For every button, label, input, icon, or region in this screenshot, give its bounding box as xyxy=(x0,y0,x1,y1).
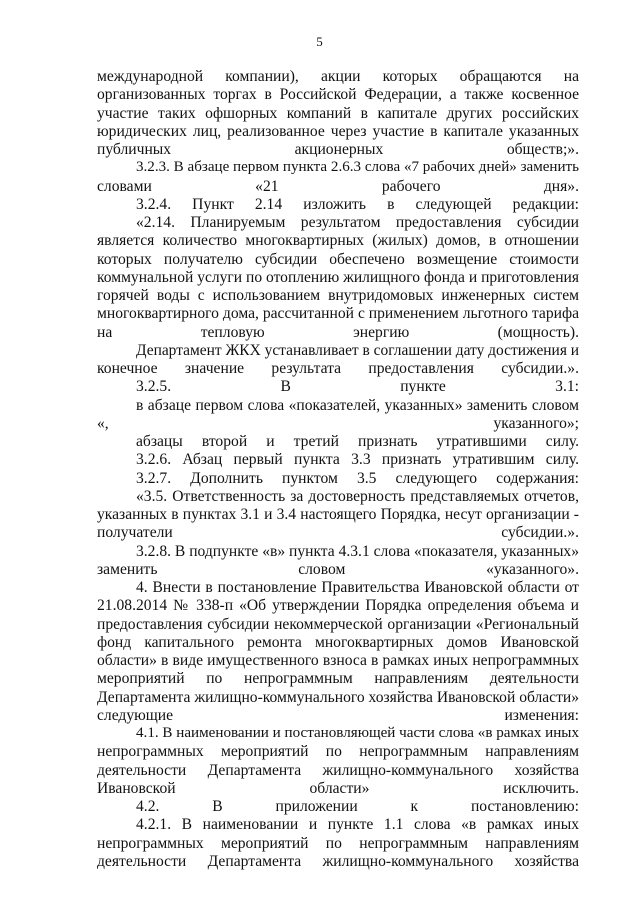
text-line: Департамента жилищно-коммунального хозяйства Ивановской области» xyxy=(97,688,579,706)
text-line: 3.2.6. Абзац первый пункта 3.3 признать утратившим силу. xyxy=(136,451,579,469)
text-line: следующие изменения: xyxy=(97,706,579,724)
text-line: «3.5. Ответственность за достоверность представляемых отчетов, xyxy=(136,487,579,505)
text-line: горячей воды с использованием внутридомовых инженерных систем xyxy=(97,287,579,304)
text-line: конечное значение результата предоставления субсидии.». xyxy=(97,360,579,377)
text-line: 4. Внести в постановление Правительства Ивановской области от xyxy=(136,579,579,596)
document-body xyxy=(97,68,579,871)
text-line: 3.2.4. Пункт 2.14 изложить в следующей редакции: xyxy=(136,195,579,213)
text-line: заменить словом «указанного». xyxy=(97,560,579,578)
text-line: является количество многоквартирных (жилых) домов, в отношении xyxy=(97,232,579,250)
text-line: 4.2.1. В наименовании и пункте 1.1 слова «в рамках иных xyxy=(136,816,579,834)
text-line: мероприятий по непрограммным направлениям деятельности xyxy=(97,670,579,688)
text-line: участие таких офшорных компаний в капитале других российских xyxy=(97,104,579,122)
text-line: коммунальной услуги по отоплению жилищного фонда и приготовления xyxy=(97,268,579,286)
text-line: «, указанного»; xyxy=(97,414,579,432)
text-line: 3.2.5. В пункте 3.1: xyxy=(136,378,579,396)
text-line: непрограммных мероприятий по непрограммным направлениям xyxy=(97,834,579,852)
text-line: «2.14. Планируемым результатом предоставления субсидии xyxy=(136,214,579,231)
text-line: 3.2.8. В подпункте «в» пункта 4.3.1 слова «показателя, указанных» xyxy=(136,542,579,560)
text-line: 3.2.7. Дополнить пунктом 3.5 следующего содержания: xyxy=(136,469,579,487)
text-line: международной компании), акции которых обращаются на xyxy=(97,68,579,85)
text-line: организованных торгах в Российской Федерации, а также косвенное xyxy=(97,86,579,104)
text-line: юридических лиц, реализованное через участие в капитале указанных xyxy=(97,122,579,140)
text-line: предоставления субсидии некоммерческой организации «Региональный xyxy=(97,615,579,633)
text-line: 4.1. В наименовании и постановляющей части слова «в рамках иных xyxy=(136,725,579,741)
text-line: Ивановской области» исключить. xyxy=(97,779,579,797)
text-line: 4.2. В приложении к постановлению: xyxy=(136,798,579,815)
text-line: области» в виде имущественного взноса в рамках иных непрограммных xyxy=(97,652,579,669)
text-line: 3.2.3. В абзаце первом пункта 2.6.3 слова «7 рабочих дней» заменить xyxy=(136,159,579,176)
text-line: словами «21 рабочего дня». xyxy=(97,177,579,195)
text-line: Департамент ЖКХ устанавливает в соглашении дату достижения и xyxy=(136,341,580,359)
page-number: 5 xyxy=(316,34,323,49)
text-line: деятельности Департамента жилищно-коммунального хозяйства xyxy=(97,761,579,779)
text-line: непрограммных мероприятий по непрограммным направлениям xyxy=(97,743,579,761)
text-line: деятельности Департамента жилищно-коммунального хозяйства xyxy=(97,852,579,870)
text-line: на тепловую энергию (мощность). xyxy=(97,323,579,341)
text-line: 21.08.2014 № 338-п «Об утверждении Порядка определения объема и xyxy=(97,597,579,615)
text-line: указанных в пунктах 3.1 и 3.4 настоящего Порядка, несут организации - xyxy=(97,506,579,523)
text-line: публичных акционерных обществ;». xyxy=(97,141,579,158)
text-line: абзацы второй и третий признать утратившими силу. xyxy=(136,433,579,450)
text-line: которых получателю субсидии обеспечено возмещение стоимости xyxy=(97,250,579,268)
text-line: в абзаце первом слова «показателей, указанных» заменить словом xyxy=(136,396,579,414)
text-line: получатели субсидии.». xyxy=(97,524,579,542)
text-line: многоквартирного дома, рассчитанной с применением льготного тарифа xyxy=(97,305,579,323)
text-line: фонд капитального ремонта многоквартирных домов Ивановской xyxy=(97,633,579,651)
